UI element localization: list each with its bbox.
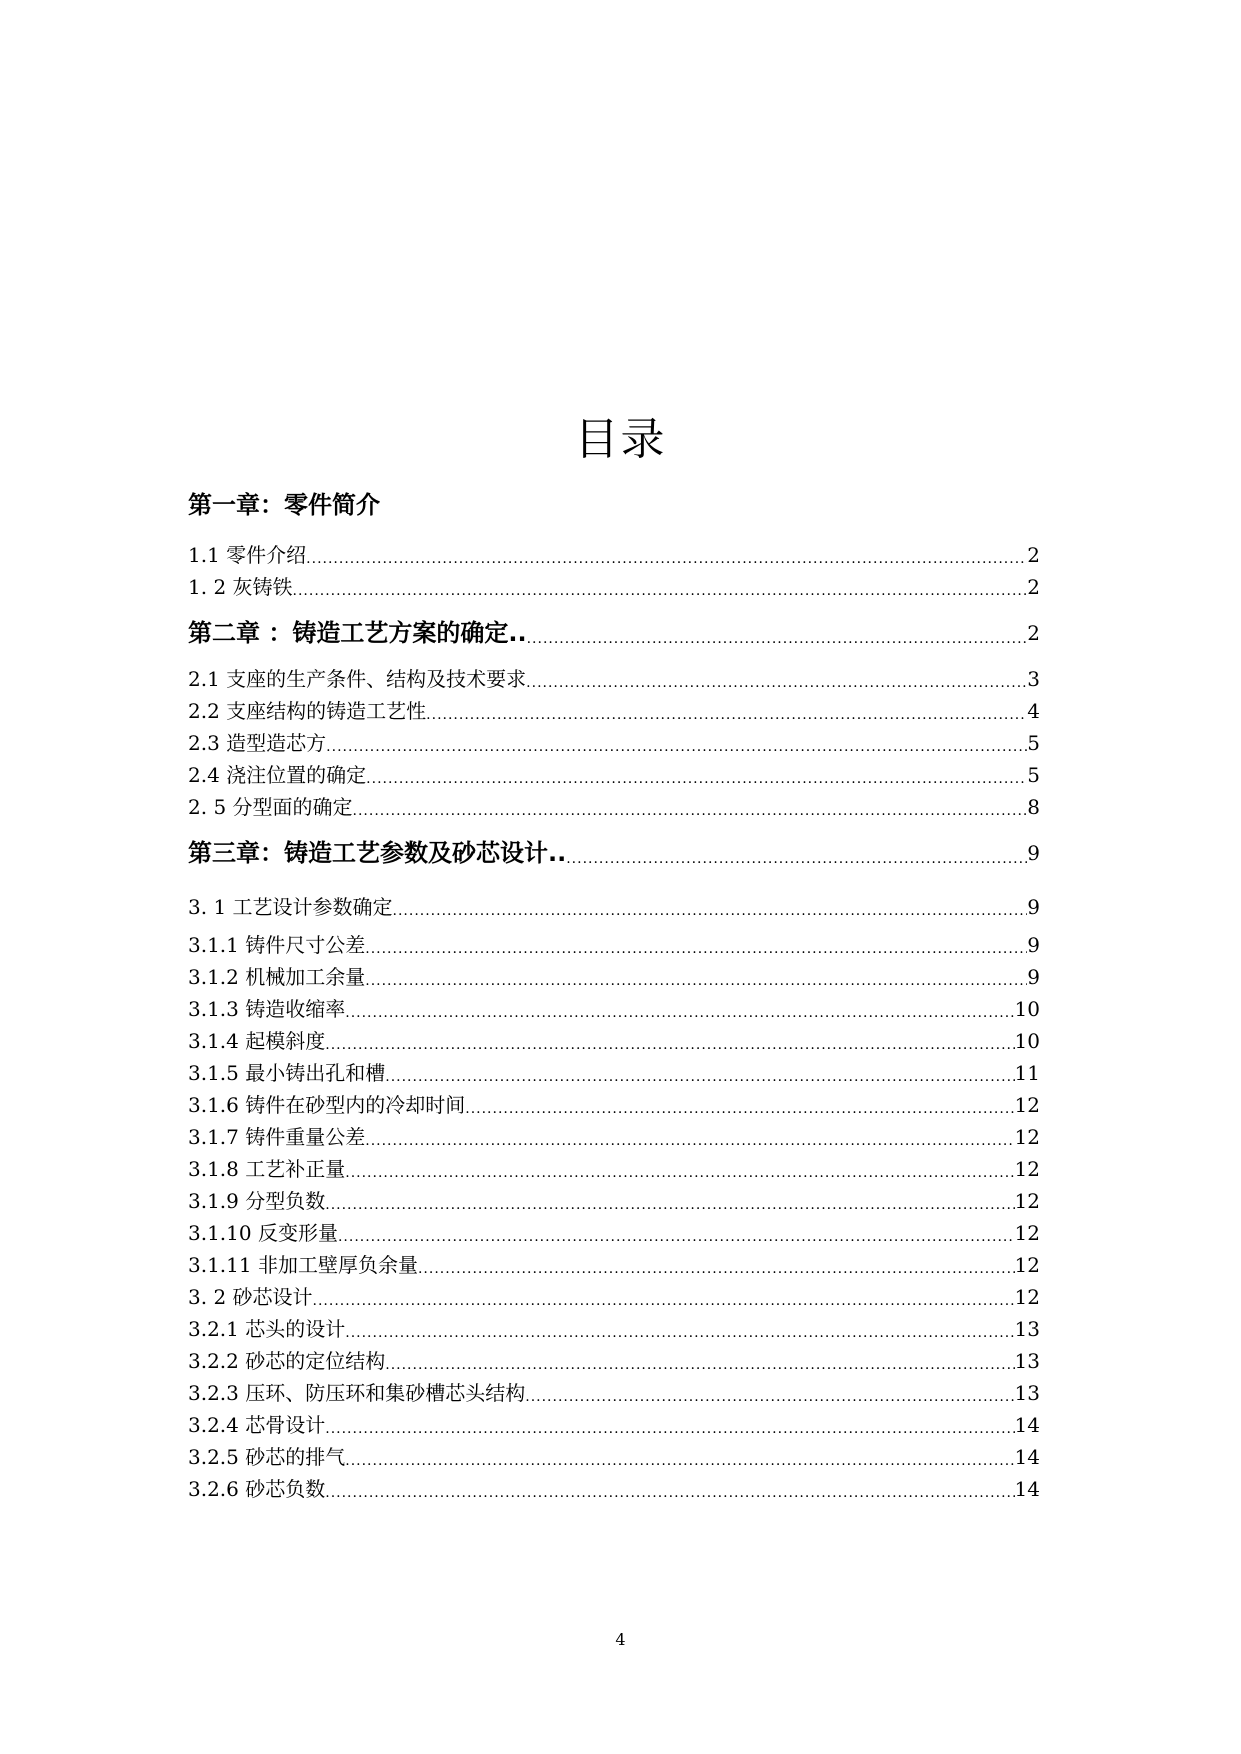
- toc-dot-leader: [353, 800, 1028, 822]
- toc-section-entry[interactable]: [188, 892, 1040, 922]
- toc-section-entry[interactable]: [188, 1154, 1040, 1184]
- toc-dot-leader: [365, 970, 1027, 992]
- toc-page-number: 5: [1027, 731, 1040, 755]
- toc-dot-leader: [325, 1482, 1014, 1504]
- toc-entry-label: 3. 2 砂芯设计: [188, 1285, 313, 1309]
- toc-entry-label: 3.2.1 芯头的设计: [188, 1317, 346, 1341]
- toc-section-entry[interactable]: [188, 1026, 1040, 1056]
- toc-section-entry[interactable]: [188, 1378, 1040, 1408]
- toc-entry-label: 1. 2 灰铸铁: [188, 575, 293, 599]
- toc-section-entry[interactable]: [188, 1058, 1040, 1088]
- toc-section-entry[interactable]: [188, 540, 1040, 570]
- toc-dot-leader: [325, 1194, 1014, 1216]
- toc-section-entry[interactable]: [188, 1218, 1040, 1248]
- toc-entry-label: 3.1.4 起模斜度: [188, 1029, 326, 1053]
- toc-page-number: 12: [1014, 1125, 1040, 1149]
- toc-page-number: 12: [1014, 1285, 1040, 1309]
- toc-dot-leader: [345, 1162, 1014, 1184]
- toc-page-number: 13: [1014, 1381, 1040, 1405]
- toc-dot-leader: [326, 736, 1027, 758]
- toc-dot-leader: [313, 1290, 1015, 1312]
- toc-section-entry[interactable]: [188, 572, 1040, 602]
- toc-page-number: 2: [1027, 621, 1040, 645]
- toc-page-number: 12: [1014, 1221, 1040, 1245]
- toc-page-number: 10: [1014, 997, 1040, 1021]
- toc-chapter-entry[interactable]: [188, 616, 1040, 650]
- toc-entry-label: 3.1.11 非加工壁厚负余量: [188, 1253, 418, 1277]
- page-title: 目录: [574, 414, 667, 465]
- toc-dot-leader: [526, 672, 1027, 694]
- toc-page-number: 3: [1027, 667, 1040, 691]
- toc-page-number: 9: [1027, 965, 1040, 989]
- toc-dot-leader: [385, 1354, 1014, 1376]
- toc-section-entry[interactable]: [188, 760, 1040, 790]
- toc-page-number: 13: [1014, 1317, 1040, 1341]
- toc-section-entry[interactable]: [188, 1314, 1040, 1344]
- toc-page-number: 12: [1014, 1253, 1040, 1277]
- toc-entry-label: 2.2 支座结构的铸造工艺性: [188, 699, 427, 723]
- toc-page-number: 8: [1027, 795, 1040, 819]
- toc-section-entry[interactable]: [188, 664, 1040, 694]
- toc-section-entry[interactable]: [188, 994, 1040, 1024]
- toc-dot-leader: [465, 1098, 1014, 1120]
- toc-entry-label: 3.1.7 铸件重量公差: [188, 1125, 366, 1149]
- toc-entry-label: 3.2.4 芯骨设计: [188, 1413, 326, 1437]
- toc-entry-label: 第一章：零件简介: [188, 491, 380, 519]
- toc-dot-leader: [366, 768, 1027, 790]
- toc-dot-leader: [527, 628, 1028, 650]
- toc-dot-leader: [418, 1258, 1015, 1280]
- toc-section-entry[interactable]: [188, 930, 1040, 960]
- toc-page-number: 14: [1014, 1477, 1040, 1501]
- toc-dot-leader: [345, 1322, 1014, 1344]
- toc-entry-label: 3.2.3 压环、防压环和集砂槽芯头结构: [188, 1381, 526, 1405]
- toc-dot-leader: [338, 1226, 1015, 1248]
- toc-section-entry[interactable]: [188, 1186, 1040, 1216]
- page-number: 4: [615, 1630, 626, 1649]
- toc-page-number: 2: [1027, 543, 1040, 567]
- toc-dot-leader: [365, 1130, 1014, 1152]
- toc-entry-label: 3.1.6 铸件在砂型内的冷却时间: [188, 1093, 466, 1117]
- toc-dot-leader: [306, 548, 1027, 570]
- toc-page-number: 12: [1014, 1093, 1040, 1117]
- toc-entry-label: 3.1.8 工艺补正量: [188, 1157, 346, 1181]
- toc-page-number: 2: [1027, 575, 1040, 599]
- toc-entry-label: 2.1 支座的生产条件、结构及技术要求: [188, 667, 527, 691]
- toc-page-number: 14: [1014, 1413, 1040, 1437]
- toc-chapter-entry[interactable]: [188, 836, 1040, 870]
- toc-page-number: 9: [1027, 933, 1040, 957]
- toc-entry-label: 3.1.5 最小铸出孔和槽: [188, 1061, 386, 1085]
- toc-page-number: 14: [1014, 1445, 1040, 1469]
- toc-section-entry[interactable]: [188, 1250, 1040, 1280]
- toc-entry-label: 3.2.6 砂芯负数: [188, 1477, 326, 1501]
- toc-chapter-entry[interactable]: [188, 488, 1040, 522]
- toc-entry-label: 3.2.5 砂芯的排气: [188, 1445, 346, 1469]
- toc-dot-leader: [345, 1450, 1014, 1472]
- toc-page-number: 5: [1027, 763, 1040, 787]
- toc-entry-label: 2.4 浇注位置的确定: [188, 763, 367, 787]
- toc-section-entry[interactable]: [188, 792, 1040, 822]
- toc-page-number: 4: [1027, 699, 1040, 723]
- toc-page-number: 12: [1014, 1157, 1040, 1181]
- toc-entry-label: 2. 5 分型面的确定: [188, 795, 353, 819]
- toc-section-entry[interactable]: [188, 1346, 1040, 1376]
- toc-dot-leader: [325, 1034, 1014, 1056]
- toc-dot-leader: [426, 704, 1027, 726]
- toc-page-number: 12: [1014, 1189, 1040, 1213]
- toc-entry-label: 2.3 造型造芯方: [188, 731, 327, 755]
- toc-dot-leader: [385, 1066, 1014, 1088]
- toc-section-entry[interactable]: [188, 1410, 1040, 1440]
- toc-page-number: 9: [1027, 895, 1040, 919]
- toc-entry-label: 3.1.3 铸造收缩率: [188, 997, 346, 1021]
- toc-page-number: 9: [1027, 841, 1040, 865]
- toc-section-entry[interactable]: [188, 962, 1040, 992]
- toc-entry-label: 3.1.1 铸件尺寸公差: [188, 933, 366, 957]
- toc-entry-label: 3. 1 工艺设计参数确定: [188, 895, 393, 919]
- toc-entry-label: 1.1 零件介绍: [188, 543, 307, 567]
- toc-entry-label: 第二章 ：铸造工艺方案的确定..: [188, 619, 527, 647]
- toc-section-entry[interactable]: [188, 696, 1040, 726]
- toc-dot-leader: [525, 1386, 1014, 1408]
- toc-dot-leader: [365, 938, 1027, 960]
- toc-section-entry[interactable]: [188, 1282, 1040, 1312]
- toc-section-entry[interactable]: [188, 1442, 1040, 1472]
- toc-dot-leader: [293, 580, 1028, 602]
- toc-page-number: 11: [1014, 1061, 1040, 1085]
- toc-dot-leader: [566, 848, 1027, 870]
- toc-section-entry[interactable]: [188, 1122, 1040, 1152]
- toc-section-entry[interactable]: [188, 728, 1040, 758]
- toc-dot-leader: [345, 1002, 1014, 1024]
- toc-section-entry[interactable]: [188, 1474, 1040, 1504]
- toc-page-number: 10: [1014, 1029, 1040, 1053]
- toc-dot-leader: [325, 1418, 1014, 1440]
- toc-entry-label: 3.1.10 反变形量: [188, 1221, 338, 1245]
- toc-page-number: 13: [1014, 1349, 1040, 1373]
- toc-entry-label: 3.2.2 砂芯的定位结构: [188, 1349, 386, 1373]
- toc-entry-label: 3.1.9 分型负数: [188, 1189, 326, 1213]
- toc-entry-label: 第三章：铸造工艺参数及砂芯设计..: [188, 839, 567, 867]
- toc-dot-leader: [393, 900, 1028, 922]
- toc-entry-label: 3.1.2 机械加工余量: [188, 965, 366, 989]
- toc-section-entry[interactable]: [188, 1090, 1040, 1120]
